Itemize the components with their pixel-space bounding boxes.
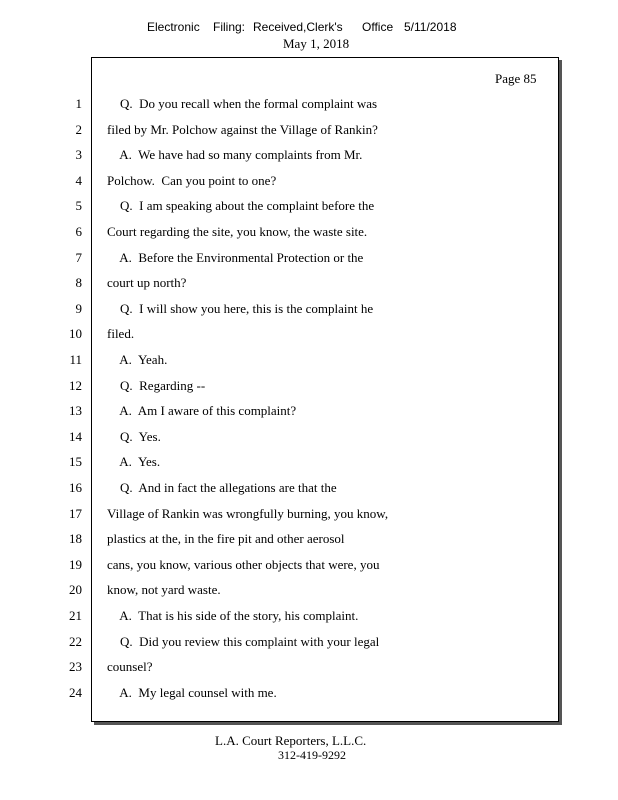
reporter-company: L.A. Court Reporters, L.L.C. (215, 733, 367, 748)
stamp-office: Office (362, 20, 394, 34)
transcript-line: Q. Did you review this complaint with your legal (107, 634, 380, 649)
transcript-line: Q. And in fact the allegations are that the (107, 480, 337, 495)
transcript-line: know, not yard waste. (107, 582, 221, 597)
stamp-electronic: Electronic (147, 20, 200, 34)
transcript-line: counsel? (107, 659, 153, 674)
transcript-line: Polchow. Can you point to one? (107, 173, 277, 188)
line-number: 24 (69, 685, 82, 700)
stamp-date: 5/11/2018 (404, 20, 457, 34)
transcript-line: Q. I am speaking about the complaint before the (107, 198, 375, 213)
transcript-line: court up north? (107, 275, 187, 290)
transcript-line: Q. Yes. (107, 429, 161, 444)
line-number: 22 (69, 634, 82, 649)
line-number: 18 (69, 531, 82, 546)
reporter-phone: 312-419-9292 (278, 748, 346, 762)
line-number: 6 (75, 224, 82, 239)
line-number: 14 (69, 429, 82, 444)
line-number: 11 (69, 352, 82, 367)
line-number: 23 (69, 659, 82, 674)
transcript-line: A. Yeah. (107, 352, 168, 367)
transcript-line: plastics at the, in the fire pit and other aerosol (107, 531, 345, 546)
line-number: 1 (75, 96, 82, 111)
transcript-line: A. Yes. (107, 454, 161, 469)
stamp-received-clerks: Received,Clerk's (253, 20, 343, 34)
line-number: 17 (69, 506, 82, 521)
transcript-line: A. Before the Environmental Protection or the (107, 250, 364, 265)
line-number: 20 (69, 582, 82, 597)
transcript-line: Q. Do you recall when the formal complaint was (107, 96, 378, 111)
transcript-line: Q. I will show you here, this is the complaint he (107, 301, 374, 316)
transcript-line: Q. Regarding -- (107, 378, 206, 393)
line-number: 5 (75, 198, 82, 213)
line-number: 16 (69, 480, 82, 495)
line-number: 15 (69, 454, 82, 469)
transcript-line: cans, you know, various other objects that were, you (107, 557, 380, 572)
transcript-line: Village of Rankin was wrongfully burning, you know, (107, 506, 389, 521)
transcript-line: A. My legal counsel with me. (107, 685, 277, 700)
transcript-line: Court regarding the site, you know, the waste site. (107, 224, 368, 239)
line-number: 10 (69, 326, 82, 341)
line-number: 8 (75, 275, 82, 290)
line-number: 9 (75, 301, 82, 316)
page-number: Page 85 (495, 71, 537, 86)
line-number: 12 (69, 378, 82, 393)
transcript-date: May 1, 2018 (283, 36, 350, 51)
transcript-line: A. Am I aware of this complaint? (107, 403, 297, 418)
transcript-line: filed. (107, 326, 135, 341)
transcript-line: A. We have had so many complaints from Mr. (107, 147, 363, 162)
line-number: 21 (69, 608, 82, 623)
line-number: 4 (75, 173, 82, 188)
transcript-line: filed by Mr. Polchow against the Village of Rankin? (107, 122, 378, 137)
line-number: 7 (75, 250, 82, 265)
line-number: 3 (75, 147, 82, 162)
line-number: 13 (69, 403, 82, 418)
line-number: 2 (75, 122, 82, 137)
line-number: 19 (69, 557, 82, 572)
transcript-line: A. That is his side of the story, his complaint. (107, 608, 359, 623)
stamp-filing: Filing: (213, 20, 246, 34)
